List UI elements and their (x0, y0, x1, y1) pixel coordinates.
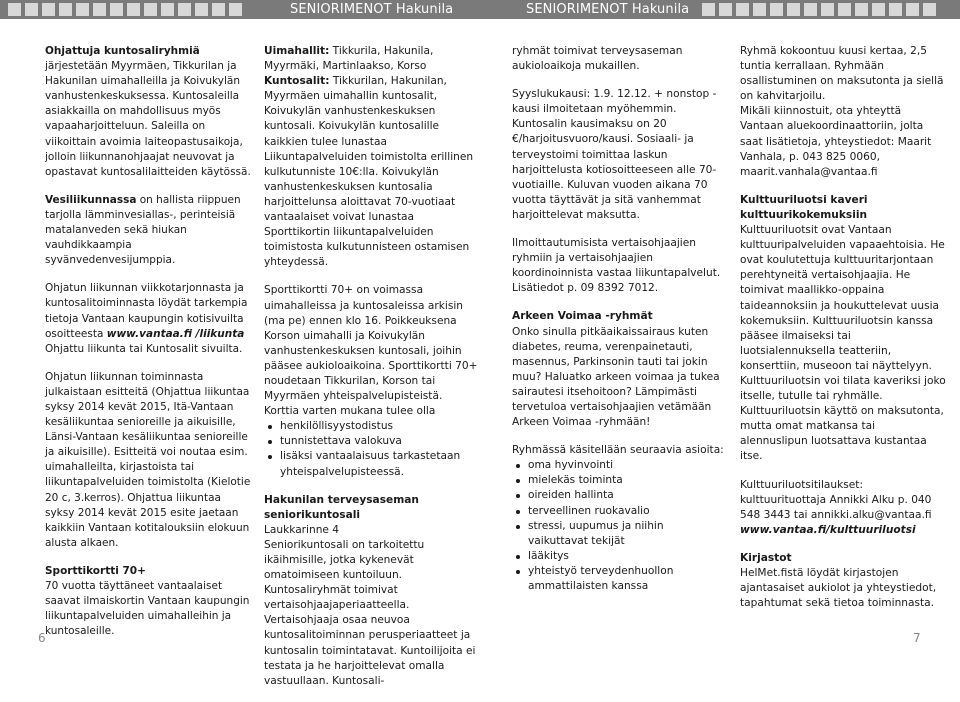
decor-squares-left (8, 3, 242, 16)
list-item: mielekäs toiminta (512, 473, 724, 488)
paragraph-sporttikortti-voimassa: Sporttikortti 70+ on voimassa uimahalleissa ja kuntosaleissa arkisin (ma pe) ennen klo 16. Poikkeuksena Korson uimahalli ja Koivukylän vanhustenkeskuksen kuntosali, joihin pääsee aukioloaikoina. Sporttikortti 70+ noudetaan Tikkurilan, Korson tai Myyrmäen yhteispalvelupisteistä. Korttia varten mukana tulee olla (264, 284, 478, 418)
text-column-1 (45, 44, 251, 652)
paragraph-seniorikuntosali: Hakunilan terveysaseman seniorikuntosali Laukkarinne 4 Seniorikuntosali on tarkoitettu ikäihmisille, jotka kykenevät omatoimiseen kuntoiluun. Kuntosaliryhmät toimivat vertaisohjaajaperiaatteella. Vertaisohjaaja osaa neuvoa kuntosalitoiminnan perusperiaatteet ja kuntosalin toimintatavat. Kuntoilijoita ei testata ja he harjoittelevat omalla vastuullaan. Kuntosali- (264, 493, 476, 687)
link-kulttuuriluotsi[interactable]: www.vantaa.fi/kulttuuriluotsi (740, 523, 916, 536)
text-column-3 (512, 44, 724, 607)
paragraph-arkeen-voimaa: Arkeen Voimaa -ryhmät Onko sinulla pitkäaikaissairaus kuten diabetes, reuma, verenpainetauti, masennus, Parkinsonin tauti tai jokin muu? Haluatko arkeen voimaa ja tukea sairautesi itsehoitoon? Lämpimästi tervetuloa vertaisohjaajien vetämään Arkeen Voimaa -ryhmään! (512, 310, 720, 429)
paragraph-uimahallit: Uimahallit: Tikkurila, Hakunila, Myyrmäki, Martinlaakso, Korso Kuntosalit: Tikkurilan, Hakunilan, Myyrmäen uimahallin kuntosalit, Koivukylän vanhustenkeskuksen kuntosali. Koivukylän kuntosalille kaikkien tulee lunastaa Liikuntapalveluiden toimistolta erillinen kulkutunniste 10€:lla. Koivukylän vanhustenkeskuksen kuntosalia harjoittelunsa aloittavat 70-vuotiaat vantaalaiset voivat lunastaa Sporttikortin liikuntapalveluiden toimistosta kulkutunnisteen ostamisen yhteydessä. (264, 45, 474, 269)
list-item: oireiden hallinta (512, 488, 724, 503)
paragraph-kirjastot: Kirjastot HelMet.fistä löydät kirjastojen ajantasaiset aukiolot ja yhteystiedot, tapahtumat sekä tietoa toiminnasta. (740, 551, 937, 610)
page-number-right: 7 (913, 631, 921, 645)
list-item: lisäksi vantaalaisuus tarkastetaan yhteispalvelupisteessä. (264, 449, 478, 479)
list-item: tunnistettava valokuva (264, 434, 478, 449)
list-kortin-vaatimukset (264, 419, 478, 479)
paragraph-ilmoittautuminen: Ilmoittautumisista vertaisohjaajien ryhmiin ja vertaisohjaajien koordinoinnista vastaa liikuntapalvelut. Lisätiedot p. 09 8392 7012. (512, 237, 721, 295)
paragraph-tilaukset: Kulttuuriluotsitilaukset: kulttuurituottaja Annikki Alku p. 040 548 3443 tai annikki.alku@vantaa.fi www.vantaa.fi/kulttuuriluotsi (740, 478, 932, 536)
list-item: yhteistyö terveydenhuollon ammattilaisten kanssa (512, 564, 724, 594)
list-item: henkilöllisyystodistus (264, 419, 478, 434)
paragraph-kuntosaliryhmat: Ohjattuja kuntosaliryhmiä järjestetään Myyrmäen, Tikkurilan ja Hakunilan uimahalleilla ja Koivukylän vanhustenkeskuksessa. Kuntosaleilla asiakkailla on mahdollisuus myös vapaaharjoitteluun. Saleilla on viikoittain avoimia laiteopastusaikoja, jolloin liikunnanohjaajat neuvovat ja opastavat kuntosalilaitteiden käytössä. (45, 45, 251, 178)
paragraph-asiat: Ryhmässä käsitellään seuraavia asioita: (512, 444, 724, 457)
paragraph-kokoontuminen: Ryhmä kokoontuu kuusi kertaa, 2,5 tuntia kerrallaan. Ryhmään osallistuminen on maksutonta ja siellä on kahvitarjoilu. (740, 45, 944, 103)
paragraph-sporttikortti: Sporttikortti 70+ 70 vuotta täyttäneet vantaalaiset saavat ilmaiskortin Vantaan kaupungin liikuntapalveluiden uimahalleihin ja kuntosaleille. (45, 564, 250, 638)
link-vantaa-liikunta[interactable]: www.vantaa.fi /liikunta (106, 327, 245, 340)
paragraph-ryhmat-aukiolo: ryhmät toimivat terveysaseman aukioloaikoja mukaillen. (512, 45, 683, 73)
paragraph-yhteystiedot: Mikäli kiinnostuit, ota yhteyttä Vantaan aluekoordinaattoriin, jolta saat lisätietoja, yhteystiedot: Maarit Vanhala, p. 043 825 0060, maarit.vanhala@vantaa.fi (740, 105, 932, 178)
paragraph-kulttuuriluotsi: Kulttuuriluotsi kaveri kulttuurikokemuksiin Kulttuuriluotsit ovat Vantaan kulttuuripalveluiden vapaaehtoisia. He ovat koulutettuja kulttuuritarjontaan perehtyneitä vertaisohjaajia. He toimivat maallikko-oppaina taideannoksiin ja houkuttelevat uusia kokemuksiin. Kulttuuriluotsin kanssa pääsee ilmaiseksi tai luotsialennuksella teatteriin, konserttiin, museoon tai näyttelyyn. Kulttuuriluotsin voi tilata kaveriksi joko itselle, tutulle tai ryhmälle. Kulttuuriluotsin käyttö on maksutonta, mutta omat matkansa tai alennuslipun luotsattava kustantaa itse. (740, 193, 946, 463)
text-column-4 (740, 44, 946, 624)
list-item: terveellinen ruokavalio (512, 504, 724, 519)
paragraph-vesiliikunta: Vesiliikunnassa on hallista riippuen tarjolla lämminvesiallas-, perinteisiä matalanveden sekä hiukan vauhdikkaampia syvänvedenvesijumppia. (45, 193, 241, 267)
paragraph-syyslukukausi: Syyslukukausi: 1.9. 12.12. + nonstop -kausi ilmoitetaan myöhemmin. Kuntosalin kausimaksu on 20 €/harjoitusvuoro/kausi. Sosiaali- ja terveystoimi toimittaa laskun harjoittelusta kotiosoitteeseen alle 70-vuotiaille. Kuluvan vuoden aikana 70 vuotta täyttävät ja sitä vanhemmat harjoittelevat maksutta. (512, 88, 717, 221)
page-number-left: 6 (38, 631, 46, 645)
list-item: oma hyvinvointi (512, 458, 724, 473)
header-bar (0, 0, 960, 19)
page-title-right: SENIORIMENOT Hakunila (526, 2, 690, 17)
list-item: lääkitys (512, 549, 724, 564)
list-item: stressi, uupumus ja niihin vaikuttavat tekijät (512, 519, 724, 549)
paragraph-viikkotarjonta: Ohjatun liikunnan viikkotarjonnasta ja kuntosalitoiminnasta löydät tarkempia tietoja Vantaan kaupungin kotisivuilta osoitteesta www.vantaa.fi /liikunta Ohjattu liikunta tai Kuntosalit sivuilta. (45, 282, 248, 355)
paragraph-esitteet: Ohjatun liikunnan toiminnasta julkaistaan esitteitä (Ohjattua liikuntaa syksy 2014 kevät 2015, Itä-Vantaan kesäliikuntaa senioreille ja aikuisille, Länsi-Vantaan kesäliikuntaa senioreille ja aikuisille). Esitteitä voi noutaa esim. uimahalleilta, kirjastoista tai liikuntapalveluiden toimistolta (Kielotie 20 c, 3.kerros). Ohjattua liikuntaa syksy 2014 kevät 2015 esite jaetaan kaikkiin Vantaan kotitalouksiin elokuun alusta alkaen. (45, 370, 251, 549)
page-title-left: SENIORIMENOT Hakunila (290, 2, 454, 17)
text-column-2 (264, 44, 478, 702)
list-ryhman-aiheet (512, 458, 724, 594)
decor-squares-right (702, 3, 936, 16)
